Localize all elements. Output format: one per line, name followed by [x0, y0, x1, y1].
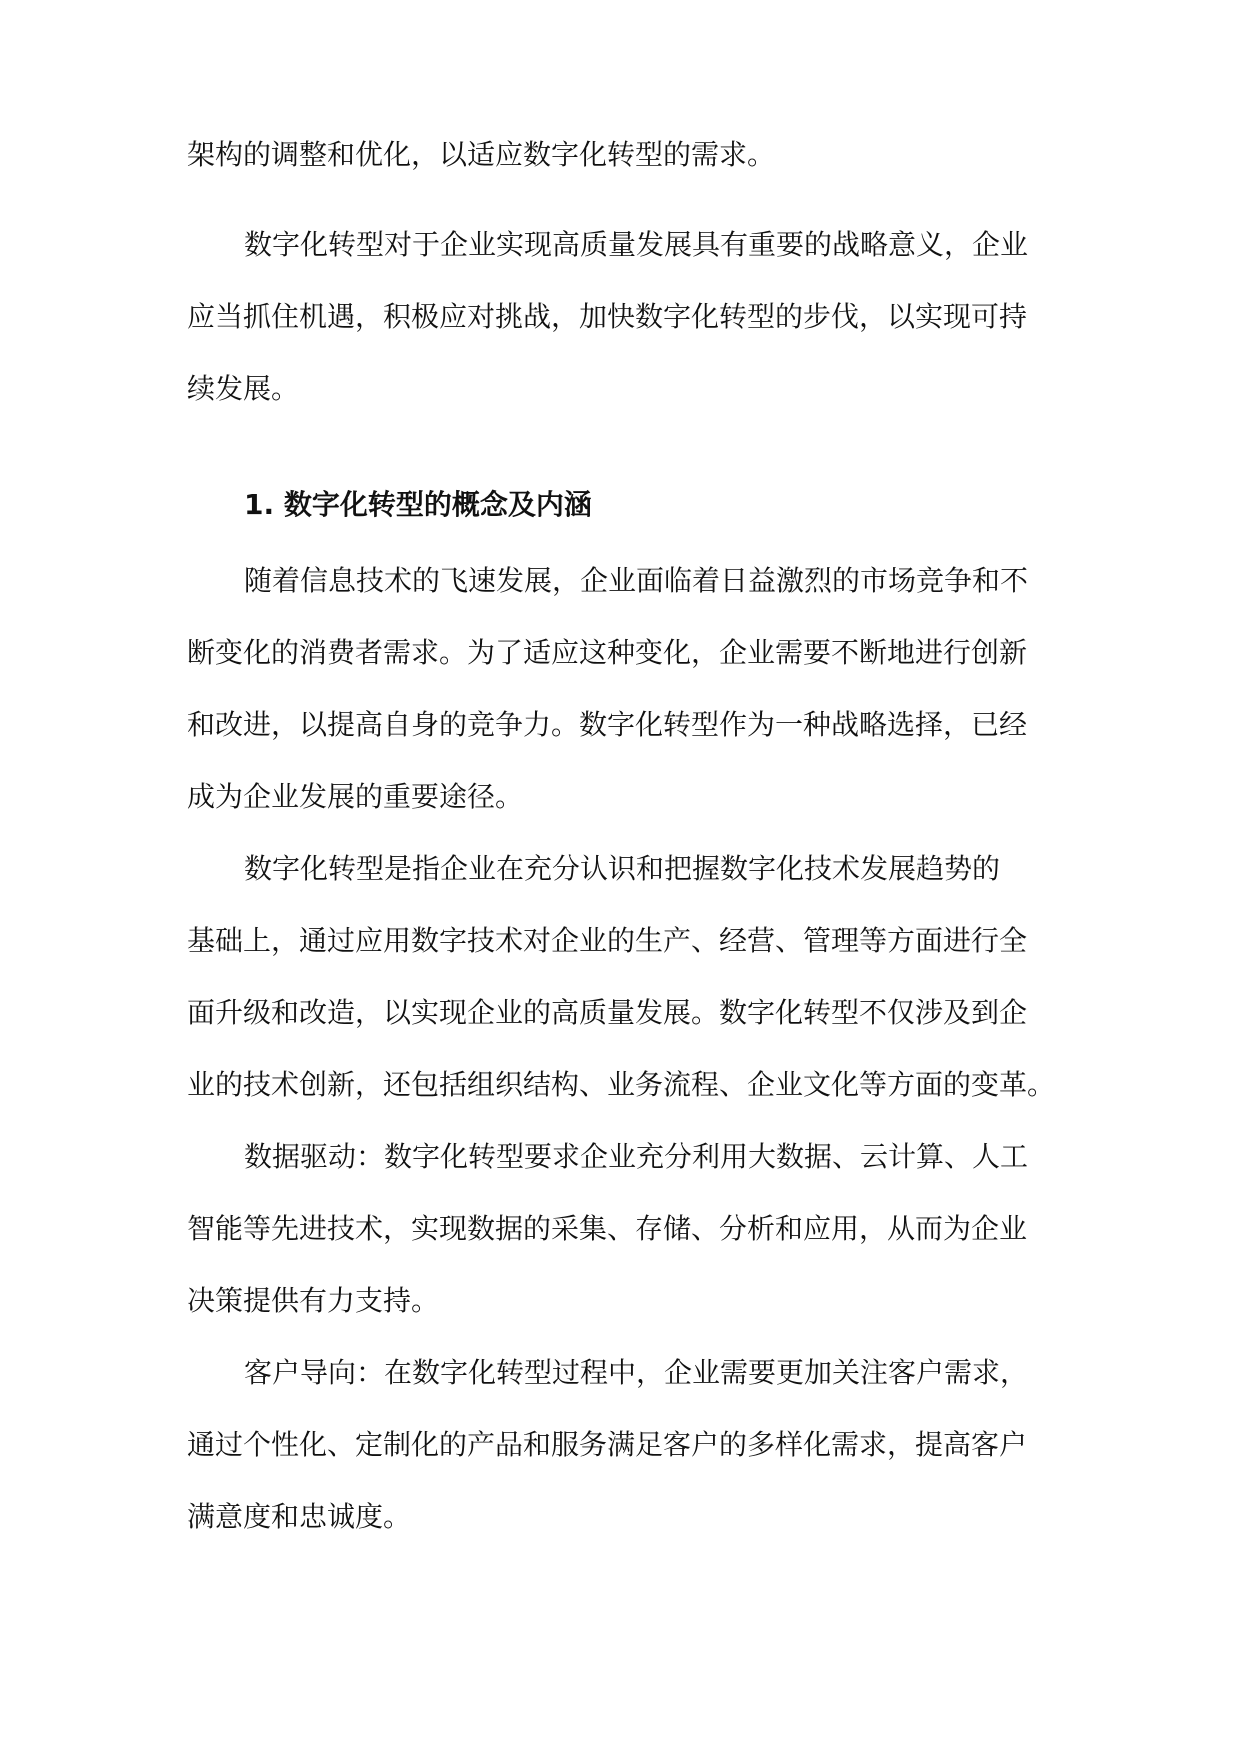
line-text: 满意度和忠诚度。	[187, 1500, 412, 1533]
line-text: 数字化转型是指企业在充分认识和把握数字化技术发展趋势的	[244, 852, 1001, 885]
line-text: 成为企业发展的重要途径。	[187, 780, 524, 813]
paragraph-line	[0, 1423, 1241, 1467]
line-text: 业的技术创新，还包括组织结构、业务流程、企业文化等方面的变革。	[187, 1068, 1056, 1101]
line-text: 面升级和改造，以实现企业的高质量发展。数字化转型不仅涉及到企	[187, 996, 1028, 1029]
line-text: 基础上，通过应用数字技术对企业的生产、经营、管理等方面进行全	[187, 924, 1028, 957]
line-text: 客户导向：在数字化转型过程中，企业需要更加关注客户需求，	[244, 1356, 1029, 1389]
line-text: 断变化的消费者需求。为了适应这种变化，企业需要不断地进行创新	[187, 636, 1028, 669]
paragraph-line	[0, 1135, 1241, 1179]
line-text: 通过个性化、定制化的产品和服务满足客户的多样化需求，提高客户	[187, 1428, 1028, 1461]
paragraph-line	[0, 775, 1241, 819]
paragraph-line	[0, 991, 1241, 1035]
section-heading-text: 1. 数字化转型的概念及内涵	[244, 488, 592, 521]
paragraph-line	[0, 1495, 1241, 1539]
line-text: 架构的调整和优化，以适应数字化转型的需求。	[187, 138, 776, 171]
paragraph-line	[0, 1279, 1241, 1323]
line-text: 续发展。	[187, 372, 300, 405]
line-text: 随着信息技术的飞速发展，企业面临着日益激烈的市场竞争和不	[244, 564, 1029, 597]
line-text: 智能等先进技术，实现数据的采集、存储、分析和应用，从而为企业	[187, 1212, 1028, 1245]
section-heading	[0, 483, 1241, 527]
paragraph-line	[0, 133, 1241, 177]
line-text: 数据驱动：数字化转型要求企业充分利用大数据、云计算、人工	[244, 1140, 1029, 1173]
paragraph-line	[0, 223, 1241, 267]
paragraph-line	[0, 847, 1241, 891]
paragraph-line	[0, 559, 1241, 603]
paragraph-line	[0, 295, 1241, 339]
line-text: 和改进，以提高自身的竞争力。数字化转型作为一种战略选择，已经	[187, 708, 1028, 741]
line-text: 应当抓住机遇，积极应对挑战，加快数字化转型的步伐，以实现可持	[187, 300, 1028, 333]
paragraph-line	[0, 367, 1241, 411]
paragraph-line	[0, 1351, 1241, 1395]
paragraph-line	[0, 703, 1241, 747]
paragraph-line	[0, 631, 1241, 675]
line-text: 数字化转型对于企业实现高质量发展具有重要的战略意义，企业	[244, 228, 1029, 261]
paragraph-line	[0, 919, 1241, 963]
line-text: 决策提供有力支持。	[187, 1284, 440, 1317]
paragraph-line	[0, 1207, 1241, 1251]
paragraph-line	[0, 1063, 1241, 1107]
